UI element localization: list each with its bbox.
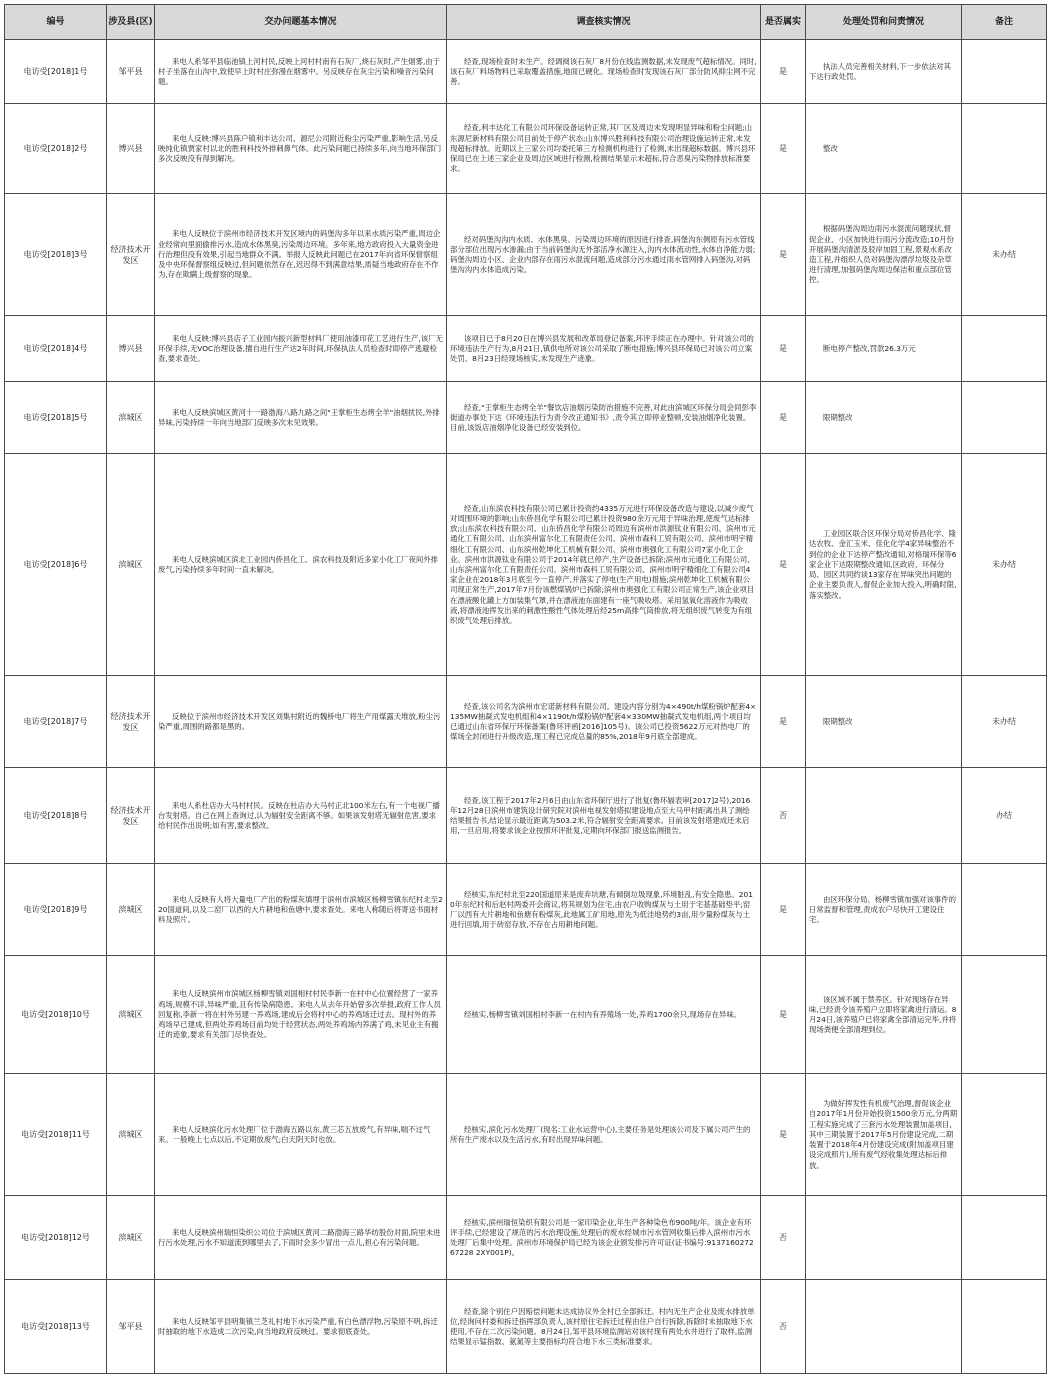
- row-id: [5, 382, 107, 454]
- row-county-text: 经济技术开发区: [110, 244, 151, 265]
- row-note: [962, 864, 1047, 956]
- row-id-text: 电访受[2018]5号: [23, 413, 88, 422]
- row-issue: [155, 40, 447, 104]
- row-verified-text: 是: [779, 144, 787, 153]
- row-handling-text: 为做好挥发性有机废气治理,督促该企业自2017年1月份开始投资1500余万元,分两期工程实施完成了三套污水处理装置加盖项目,其中三期装置于2017年5月份建设完成,二期装置于2018年4月份建设完成(附加盖项目建设完成照片),所有废气经收集处理达标后排放。: [809, 1099, 958, 1170]
- row-county-text: 滨城区: [118, 1010, 143, 1019]
- row-verified: [761, 768, 806, 864]
- row-handling-text: 断电停产整改,罚款26.3万元: [823, 343, 916, 353]
- row-handling-text: 由区环保分局、杨柳雪镇加强对该事件的日常监督和管理,责成农户尽快开工建设住宅。: [809, 894, 957, 925]
- row-county-text: 滨城区: [118, 1233, 143, 1242]
- row-issue: [155, 104, 447, 194]
- row-county-text: 经济技术开发区: [110, 711, 151, 732]
- header-handling: 处理处罚和问责情况: [806, 5, 962, 40]
- row-county-text: 邹平县: [118, 67, 143, 76]
- row-verified: [761, 956, 806, 1074]
- header-verified: 是否属实: [761, 5, 806, 40]
- row-verified: [761, 194, 806, 316]
- row-verified-text: 是: [779, 1010, 787, 1019]
- row-finding-text: 经核实,滨化污水处理厂(现名:工业水运营中心),主要任务是处理该公司及下属公司产生的所有生产废水以及生活污水,有时出现异味问题。: [450, 1124, 751, 1144]
- row-verified: [761, 454, 806, 676]
- table-row: [5, 864, 1047, 956]
- table-header-row: [5, 5, 1047, 40]
- row-issue-text: 来电人反映滨城区滨北工业园内侨昌化工、滨农科技及附近多家小化工厂夜间外排废气,污染持续多年时间一直未解决。: [158, 554, 439, 574]
- row-note: [962, 1280, 1047, 1374]
- row-id: [5, 864, 107, 956]
- row-id: [5, 1074, 107, 1196]
- row-handling-text: 根据码堡沟周边雨污水混流问题现状,督促企业、小区加快进行雨污分流改造;10月份开展码堡沟清淤及驳岸加固工程,景观水系改造工程,并组织人员对码堡沟漂浮垃圾及杂草进行清理,加强码堡沟周边保洁和重点部位管控。: [809, 224, 954, 285]
- row-county-text: 滨城区: [118, 905, 143, 914]
- header-finding: 调查核实情况: [447, 5, 761, 40]
- row-issue-text: 反映位于滨州市经济技术开发区刘集村附近的魏桥电厂将生产用煤露天堆放,粉尘污染严重,周围的路都是黑的。: [158, 711, 441, 731]
- row-id: [5, 676, 107, 768]
- row-handling: [806, 104, 962, 194]
- row-county-text: 邹平县: [118, 1322, 143, 1331]
- table-row: [5, 40, 1047, 104]
- row-county-text: 滨城区: [118, 560, 143, 569]
- row-id-text: 电访受[2018]11号: [21, 1130, 90, 1139]
- table-row: [5, 454, 1047, 676]
- row-issue-text: 来电人反映:博兴县陈户镇利丰达公司、源尼公司附近粉尘污染严重,影响生活,另反映纯化镇贾家村以北的胜利科技外排刺鼻气体。此污染问题已持续多年,向当地环保部门多次反映没有得到解决。: [158, 133, 442, 164]
- row-county: [107, 864, 155, 956]
- row-finding: [447, 1074, 761, 1196]
- row-verified-text: 是: [779, 67, 787, 76]
- row-verified-text: 是: [779, 413, 787, 422]
- row-issue: [155, 768, 447, 864]
- row-finding: [447, 1196, 761, 1280]
- row-id: [5, 194, 107, 316]
- row-issue-text: 来电人反映滨州市滨城区杨柳雪镇刘国相村村民李新一在村中心位置经营了一家养鸡场,规模不详,异味严重,且有传染病隐患。来电人从去年开始曾多次举报,政府工作人员回复称,李新一将在村外另建一养鸡场,建成后会将村中心的养鸡场迁过去。现村外的养鸡场早已建成,但两处养鸡场目前均处于经营状态,两处养鸡场内养满了鸡,未见业主有搬迁的迹象,要求有关部门尽快查处。: [158, 989, 441, 1040]
- row-verified-text: 是: [779, 1130, 787, 1139]
- row-finding-text: 经对码堡沟沟内水质、水体黑臭、污染周边环境的原因进行排查,码堡沟东侧原有污水管线部分部位出现污水渗漏;由于当前码堡沟无外部活净水源注入,沟内水体流动性,水体自净能力弱;码堡沟周边小区、企业内部存在雨污水混流问题,造成部分污水通过雨水管网排入码堡沟,对码堡沟沟内水体造成污染。: [450, 234, 756, 275]
- table-row: [5, 382, 1047, 454]
- row-note: [962, 1074, 1047, 1196]
- row-finding-text: 经查,该工程于2017年2月6日由山东省环保厅进行了批复(鲁环辐表审[2017]2号),2016年12月28日滨州市建筑设计研究院对滨州电视发射塔拟建设地点至大马甲村距离出具了测绘结果报告书,结论显示最近距离为503.2米,符合辐射安全距离要求。目前该发射塔建成还未启用,一旦启用,将要求该企业按照环评批复,定期向环保部门报送监测报告。: [450, 795, 751, 836]
- row-id: [5, 1280, 107, 1374]
- row-verified: [761, 40, 806, 104]
- row-note-text: 办结: [996, 811, 1012, 820]
- row-id-text: 电访受[2018]8号: [23, 811, 88, 820]
- row-handling: [806, 768, 962, 864]
- row-note-text: 未办结: [992, 250, 1016, 259]
- row-issue: [155, 454, 447, 676]
- row-id-text: 电访受[2018]1号: [23, 67, 88, 76]
- row-id-text: 电访受[2018]9号: [23, 905, 88, 914]
- row-finding: [447, 1280, 761, 1374]
- row-finding-text: 该项目已于8月20日在博兴县发展和改革局登记备案,环评手续正在办理中。针对该公司的环境违法生产行为,8月21日,镇供电所对该公司采取了断电措施;博兴县环保局已对该公司立案处罚。8月23日经现场核实,未发现生产迹象。: [450, 333, 754, 364]
- row-county: [107, 454, 155, 676]
- row-county: [107, 1196, 155, 1280]
- row-verified: [761, 676, 806, 768]
- row-handling-text: 该区域不属于禁养区。针对现场存在异味,已经责令该养殖户立即将家禽进行清运。8月24日,该养殖户已将家禽全部清运完毕,并将现场粪便全部清理到位。: [809, 994, 957, 1035]
- row-finding-text: 经核实,杨柳雪镇刘国相村李新一在村内有养殖场一处,养鸡1700余只,现场存在异味。: [464, 1009, 742, 1019]
- row-handling: [806, 1074, 962, 1196]
- row-handling-text: 限期整改: [823, 716, 853, 726]
- row-note: [962, 768, 1047, 864]
- complaint-table: [4, 4, 1047, 1374]
- row-finding: [447, 316, 761, 382]
- row-finding-text: 经查,山东滨农科技有限公司已累计投资约4335万元进行环保设备改造与建设,以减少废气对周围环境的影响;山东侨昌化学有限公司已累计投资980余万元用于异味治理,使废气达标排放;山东滨农科技有限公司、山东侨昌化学有限公司周边有滨州市洪源钛业有限公司、滨州市元通化工有限公司、山东滨州富尔化工有限责任公司、滨州市森科工贸有限公司、滨州市明宇精细化工有限公司、山东滨州乾坤化工机械有限公司、滨州市奥强化工有限公司7家小化工企业。滨州市洪源钛业有限公司于2014年就已停产,生产设备已拆除;滨州市元通化工有限公司、山东滨州富尔化工有限责任公司、滨州市森科工贸有限公司、滨州市明宇精细化工有限公司4家企业在2018年3月底至今一直停产,并落实了停电(生产用电)措施;滨州乾坤化工机械有限公司现正常生产,2017年7月份该燃煤锅炉已拆除;滨州市奥强化工有限公司正常生产,该企业项目在漂液酸化罐上方加装集气罩,并在漂液池东面建有一座气吸收塔。采用氢氧化溶液作为吸收液,将漂液池挥发出来的刺激性酸性气体处理后经25m高排气筒排放,将无组织废气转变为有组织废气处理后排放。: [450, 503, 756, 626]
- row-county-text: 经济技术开发区: [110, 805, 151, 826]
- table-row: [5, 104, 1047, 194]
- row-handling: [806, 676, 962, 768]
- row-note: [962, 454, 1047, 676]
- table-row: [5, 768, 1047, 864]
- row-verified: [761, 104, 806, 194]
- row-handling: [806, 864, 962, 956]
- row-verified-text: 否: [779, 811, 787, 820]
- table-row: [5, 194, 1047, 316]
- row-finding: [447, 454, 761, 676]
- row-issue-text: 来电人反映邹平县明集镇兰芝礼村地下水污染严重,有白色漂浮物,污染原不明,拆迁时抽取的地下水造成二次污染,向当地政府反映过。要求彻底查处。: [158, 1316, 438, 1336]
- row-finding: [447, 768, 761, 864]
- row-id: [5, 956, 107, 1074]
- complaint-table-page: [4, 4, 1046, 1374]
- row-handling: [806, 956, 962, 1074]
- row-verified: [761, 382, 806, 454]
- row-note-text: 未办结: [992, 560, 1016, 569]
- row-note: [962, 40, 1047, 104]
- header-note: 备注: [962, 5, 1047, 40]
- row-note-text: 未办结: [992, 717, 1016, 726]
- row-issue: [155, 1074, 447, 1196]
- row-id: [5, 104, 107, 194]
- row-county-text: 博兴县: [118, 144, 143, 153]
- row-verified-text: 是: [779, 250, 787, 259]
- row-id: [5, 1196, 107, 1280]
- row-finding-text: 经查,"王掌柜生态烤全羊"餐饮店油烟污染防治措施不完善,对此由滨城区环保分局会同彭李街道办事处下达《环境违法行为责令改正通知书》,责令其立即停业整顿,安装油烟净化装置。目前,该饭店油烟净化设备已经安装到位。: [450, 402, 757, 433]
- row-finding-text: 经查,该公司名为滨州市宏诺新材料有限公司。建设内容分别为4×490t/h煤粉锅炉配套4×135MW抽凝式发电机组和4×1190t/h煤粉锅炉配套4×330MW抽凝式发电机组,两个项目均已通过山东省环保厅环保备案(鲁环评函[2016]105号)。该公司已投资5622万元对热电厂的煤场全封闭进行升级改造,现工程已完成总量的85%,2018年9月底全部建成。: [450, 701, 757, 742]
- row-id-text: 电访受[2018]10号: [21, 1010, 90, 1019]
- table-row: [5, 1196, 1047, 1280]
- row-id: [5, 454, 107, 676]
- row-issue-text: 来电人反映位于滨州市经济技术开发区境内的码堡沟多年以来水质污染严重,周边企业经常向里面偷排污水,造成水体黑臭,污染周边环境。多年来,地方政府投入大量资金进行治理但没有效果,引起当地群众不满。举报人反映此问题已在2017年向省环保督察组及中央环保督察组反映过,但问题依然存在,迟迟得不到满意结果,质疑当地政府存在不作为,存在欺瞒上级督察的现象。: [158, 229, 441, 280]
- row-verified: [761, 1196, 806, 1280]
- row-verified-text: 是: [779, 344, 787, 353]
- table-row: [5, 956, 1047, 1074]
- table-row: [5, 1280, 1047, 1374]
- row-finding: [447, 676, 761, 768]
- row-issue-text: 来电人反映滨化污水处理厂位于渤海五路以东,黄三芯五放废气,有异味,喘不过气来。一般晚上七点以后,不定期放废气;白天阴天时也放。: [158, 1124, 431, 1144]
- row-county: [107, 194, 155, 316]
- header-issue: 交办问题基本情况: [155, 5, 447, 40]
- row-finding: [447, 956, 761, 1074]
- row-issue-text: 来电人反映有人将大量电厂产出的粉煤灰填埋于滨州市滨城区杨柳雪镇东纪村北至220国道间,以及二窑厂以西的大片耕地和鱼塘中,要求查处。来电人称随后将寄送书面材料及照片。: [158, 894, 443, 925]
- row-verified: [761, 1280, 806, 1374]
- row-id-text: 电访受[2018]3号: [23, 250, 88, 259]
- row-id: [5, 316, 107, 382]
- row-finding: [447, 382, 761, 454]
- row-issue-text: 来电人系杜店办大马村村民。反映在杜店办大马村正北100米左右,有一个电视广播台发射塔。自己在网上查询过,认为辐射安全距离不够。如果该发射塔无辐射危害,要求给村民作出说明;如有害,要求整改。: [158, 800, 440, 831]
- row-id-text: 电访受[2018]7号: [23, 717, 88, 726]
- row-issue-text: 来电人系邹平县临池镇上河村民,反映上河村村南有石灰厂,烧石灰时,产生烟雾,由于村子坐落在山沟中,致使早上时村庄弥漫在烟雾中。另反映存在灰尘污染和噪音污染问题。: [158, 56, 441, 87]
- row-note: [962, 194, 1047, 316]
- row-id: [5, 40, 107, 104]
- row-finding-text: 经核实,滨州瑞恒染织有限公司是一家印染企业,年生产各种染色布900吨/年。该企业有环评手续,已经建设了规范的污水治理设施,处理后的废水经城市污水管网收集后排入滨州市污水处理厂后集中处理。滨州市环境保护局已经为该企业颁发排污许可证(证书编号:913716027267228 2XY001P)。: [450, 1217, 754, 1258]
- row-verified-text: 否: [779, 1322, 787, 1331]
- row-county: [107, 768, 155, 864]
- row-issue: [155, 1196, 447, 1280]
- table-row: [5, 1074, 1047, 1196]
- row-finding: [447, 40, 761, 104]
- row-verified-text: 否: [779, 1233, 787, 1242]
- row-county: [107, 956, 155, 1074]
- row-finding-text: 经查,除个别住户因赔偿问题未达成协议外全村已全部拆迁。村内无生产企业及废水排放单位,经询问村委和拆迁指挥部负责人,该村原住宅拆迁过程由住户自行拆除,拆除时未抽取地下水使用,不存在二次污染问题。8月24日,邹平县环境监测站对该村现有两处水井进行了取样,监测结果显示锰指数、氨氮等主要指标均符合地下水三类标准要求。: [450, 1306, 755, 1347]
- row-finding: [447, 864, 761, 956]
- row-issue: [155, 956, 447, 1074]
- row-county: [107, 1280, 155, 1374]
- row-note: [962, 1196, 1047, 1280]
- header-county: 涉及县(区): [107, 5, 155, 40]
- row-issue: [155, 194, 447, 316]
- row-handling: [806, 194, 962, 316]
- row-handling: [806, 40, 962, 104]
- row-verified-text: 是: [779, 905, 787, 914]
- row-handling: [806, 1196, 962, 1280]
- row-issue: [155, 1280, 447, 1374]
- row-finding-text: 经核实,东纪村北至220国道原来是废弃坑塘,有倾倒垃圾现象,环境脏乱,有安全隐患。2010年东纪村和后赵村两委开会商议,将其规划为住宅,由农户收购煤灰与土用于宅基基础垫平;窑厂以西有大片耕地和鱼塘有粉煤灰,此地属工矿用地,原先为低洼地势约3亩,用少量粉煤灰与土进行回填,用于砖窑存放,不存在占用耕地问题。: [450, 889, 753, 930]
- row-finding: [447, 194, 761, 316]
- row-verified: [761, 864, 806, 956]
- row-handling: [806, 316, 962, 382]
- row-finding-text: 经查,利丰达化工有限公司环保设备运转正常,其厂区及周边未发现明显异味和粉尘问题;山东源尼新材料有限公司目前处于停产状态;山东博兴胜利科技有限公司治理设施运转正常,未发现超标排放。近期以上三家公司均委托第三方检测机构进行了检测,未出现超标数据。博兴县环保局已在上述三家企业及周边区域进行检测,检测结果显示未超标,符合恶臭污染物排放标准要求。: [450, 123, 756, 174]
- row-issue: [155, 382, 447, 454]
- row-county: [107, 316, 155, 382]
- row-verified-text: 是: [779, 560, 787, 569]
- row-county-text: 滨城区: [118, 1130, 143, 1139]
- row-county-text: 博兴县: [118, 344, 143, 353]
- row-id-text: 电访受[2018]12号: [21, 1233, 90, 1242]
- row-handling: [806, 382, 962, 454]
- row-verified: [761, 1074, 806, 1196]
- row-issue-text: 来电人反映:博兴县店子工业园内振兴新型材料厂使用油漆印花工艺进行生产,该厂无环保手续,无VOC治理设备,擅自进行生产达2年时间,环保执法人员检查时即停产逃避检查,要求查处。: [158, 333, 443, 364]
- row-id-text: 电访受[2018]13号: [21, 1322, 90, 1331]
- row-county: [107, 676, 155, 768]
- row-handling-text: 限期整改: [823, 412, 853, 422]
- row-county: [107, 104, 155, 194]
- row-handling-text: 工业园区联合区环保分局对侨昌化学、隆达农牧、金汇玉米、佳化化学4家异味整治不到位的企业下达停产整改通知,对格瑞环保等6家企业下达限期整改通知,区政府、环保分局、园区共同约谈13家存在异味突出问题的企业主要负责人,督促企业加大投入,明确时限,落实整改。: [809, 529, 957, 600]
- row-finding: [447, 104, 761, 194]
- row-id-text: 电访受[2018]2号: [23, 144, 88, 153]
- row-issue: [155, 676, 447, 768]
- row-id-text: 电访受[2018]4号: [23, 344, 88, 353]
- row-id-text: 电访受[2018]6号: [23, 560, 88, 569]
- row-county-text: 滨城区: [118, 413, 143, 422]
- row-verified: [761, 316, 806, 382]
- row-note: [962, 956, 1047, 1074]
- row-id: [5, 768, 107, 864]
- header-id: 编号: [5, 5, 107, 40]
- row-handling: [806, 1280, 962, 1374]
- row-finding-text: 经查,现场检查时未生产。经调阅该石灰厂8月份在线监测数据,未发现废气超标情况。同时,该石灰厂料场物料已采取覆盖措施,地面已硬化。现场检查时发现该石灰厂部分防风抑尘网不完善。: [450, 56, 757, 87]
- row-handling: [806, 454, 962, 676]
- row-note: [962, 676, 1047, 768]
- row-note: [962, 104, 1047, 194]
- row-issue: [155, 864, 447, 956]
- row-issue-text: 来电人反映滨城区黄河十一路渤海八路九路之间"王掌柜生态烤全羊"油烟扰民,外排异味,污染持续一年向当地部门反映多次未见效果。: [158, 407, 440, 427]
- row-note: [962, 316, 1047, 382]
- row-issue: [155, 316, 447, 382]
- table-row: [5, 316, 1047, 382]
- row-county: [107, 40, 155, 104]
- row-county: [107, 382, 155, 454]
- row-handling-text: 执法人员完善相关材料,下一步依法对其下达行政处罚。: [809, 61, 951, 81]
- row-county: [107, 1074, 155, 1196]
- row-issue-text: 来电人反映滨州瑞恒染织公司位于滨城区黄河二路渤海三路华纺股份对面,院里未进行污水处理,污水不知道流到哪里去了,下雨时会多少冒出一点儿,担心有污染问题。: [158, 1227, 441, 1247]
- row-note: [962, 382, 1047, 454]
- row-verified-text: 是: [779, 717, 787, 726]
- row-handling-text: 整改: [823, 143, 838, 153]
- table-row: [5, 676, 1047, 768]
